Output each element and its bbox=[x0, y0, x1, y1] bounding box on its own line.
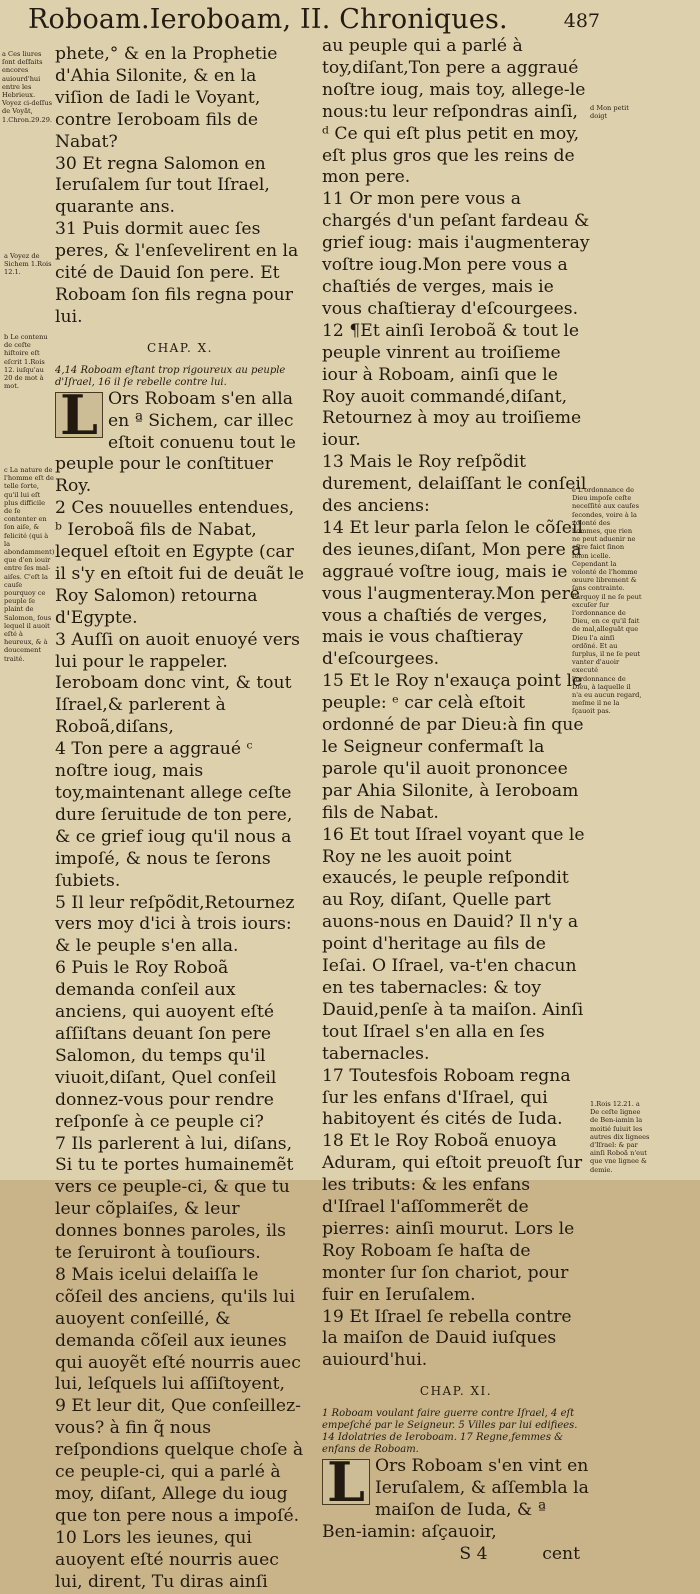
verse-12: 12 ¶Et ainſi Ieroboã & tout le peuple vinrent au troiſieme iour à Roboam, ainſi que le Roy auoit commandé,diſant, Retournez à moy au troiſieme iour. bbox=[322, 320, 582, 451]
verse-19: 19 Et Iſrael ſe rebella contre la maiſon de Dauid iuſques auiourd'hui. bbox=[322, 1306, 572, 1371]
verse-29-continued: phete,° & en la Prophetie d'Ahia Silonite, & en la viſion de Iadi le Voyant, contre Ieroboam fils de Nabat? bbox=[55, 44, 278, 152]
catchword: cent bbox=[542, 1543, 580, 1564]
margin-note-a-ch10: a Voyez de Sichem 1.Rois 12.1. bbox=[4, 252, 52, 277]
verse-7: 7 Ils parlerent à lui, diſans, Si tu te portes humainemẽt vers ce peuple-ci, & que tu leur cõplaiſes, & leur donnes bonnes paroles, ils te ſeruiront à touſiours. bbox=[55, 1133, 294, 1264]
verse-18: 18 Et le Roy Roboã enuoya Aduram, qui eſtoit preuoſt ſur les tributs: & les enfans d'Iſrael l'aſſommerẽt de pierres: ainſi mourut. Lors le Roy Roboam ſe haſta de monter ſur ſon chariot, pour fuir en Ieruſalem. bbox=[322, 1131, 583, 1305]
margin-note-c: c La nature de l'homme eſt de telle ſorte, qu'il lui eſt plus difficile de ſe contenter en ſon aiſe, & felicité (qui à la abondamment) que d'en iouir entre ſes mal-aiſes. C'eſt la cauſe pourquoy ce peuple ſe plaint de Salomon, ſous lequel il auoit eſté à heureux, & à doucement traité. bbox=[4, 466, 55, 663]
verse-4: 4 Ton pere a aggraué ᶜ noſtre ioug, mais toy,maintenant allege ceſte dure ſeruitude de ton pere, & ce grief ioug qu'il nous a impoſé, & nous te ſerons ſubiets. bbox=[55, 739, 293, 891]
verse-5: 5 Il leur reſpõdit,Retournez vers moy d'ici à trois iours: & le peuple s'en alla. bbox=[55, 892, 295, 957]
verse-6: 6 Puis le Roy Roboã demanda conſeil aux anciens, qui auoyent eſté aſſiſtans deuant ſon pere Salomon, du temps qu'il viuoit,diſant, Quel conſeil donnez-vous pour rendre reſponſe à ce peuple ci? bbox=[55, 958, 277, 1132]
verse-31: 31 Puis dormit auec ſes peres, & l'enſevelirent en la cité de Dauid ſon pere. Et Roboam ſon fils regna pour lui. bbox=[55, 219, 299, 327]
verse-10: 10 Lors les ieunes, qui auoyent eſté nourris auec lui, dirent, Tu diras ainſi bbox=[55, 1527, 279, 1592]
chapter-xi-verse-1 bbox=[322, 1450, 590, 1544]
chapter-x-summary: 4,14 Roboam eſtant trop rigoureux au peuple d'Iſrael, 16 il ſe rebelle contre lui. bbox=[55, 364, 286, 388]
chapter-xi-verse-1-text: Ors Roboam s'en vint en Ieruſalem, & aſſembla la maiſon de Iuda, & ª Ben-iamin: aſçauoir, bbox=[322, 1456, 589, 1542]
signature-mark: S 4 bbox=[459, 1543, 488, 1564]
margin-note-b: b Le contenu de ceſte hiſtoire eſt eſcrit 1.Rois 12. iuſqu'au 20 de mot à mot. bbox=[4, 333, 48, 391]
footer-line bbox=[322, 1544, 590, 1566]
right-column bbox=[322, 36, 590, 1566]
verse-9: 9 Et leur dit, Que conſeillez-vous? à fin q̃ nous reſpondions quelque choſe à ce peuple-ci, qui a parlé à moy, diſant, Allege du ioug que ton pere nous a impoſé. bbox=[55, 1396, 304, 1526]
verse-15: 15 Et le Roy n'exauça point le peuple: ᵉ car celà eſtoit ordonné de par Dieu:à fin que le Seigneur confermaſt la parole qu'il auoit prononcee par Ahia Silonite, à Ieroboam fils de Nabat. bbox=[322, 671, 584, 823]
verse-17: 17 Toutesfois Roboam regna ſur les enfans d'Iſrael, qui habitoyent és cités de Iuda. bbox=[322, 1065, 571, 1130]
drop-cap-l: L bbox=[55, 392, 103, 438]
page-number: 487 bbox=[563, 10, 600, 32]
chapter-x-heading: CHAP. X. bbox=[147, 340, 213, 355]
chapter-xi-heading: CHAP. XI. bbox=[419, 1384, 493, 1399]
verse-3: 3 Auſſi on auoit enuoyé vers lui pour le rappeler. Ieroboam donc vint, & tout Iſrael,& parlerent à Roboã,diſans, bbox=[55, 629, 300, 738]
verse-30: 30 Et regna Salomon en Ieruſalem ſur tout Iſrael, quarante ans. bbox=[55, 153, 270, 218]
verse-1 bbox=[55, 382, 305, 499]
page-title: Roboam.Ieroboam, II. Chroniques. bbox=[28, 4, 508, 35]
verse-14: 14 Et leur parla ſelon le cõſeil des ieunes,diſant, Mon pere a aggraué voſtre ioug, mais ie vous l'augmenteray.Mon pere vous a chaſtiés de verges, mais ie vous chaſtieray d'eſcourgees. bbox=[322, 517, 583, 670]
verse-8: 8 Mais icelui delaiſſa le cõſeil des anciens, qu'ils lui auoyent conſeillé, & demanda cõſeil aux ieunes qui auoyẽt eſté nourris auec lui, leſquels lui aſſiſtoyent, bbox=[55, 1264, 301, 1395]
drop-cap-l-chapter-xi: L bbox=[322, 1459, 370, 1505]
chapter-xi-summary: 1 Roboam voulant faire guerre contre Iſrael, 4 eſt empeſché par le Seigneur. 5 Villes par lui edifiees. 14 Idolatries de Ieroboam. 17 Regne,femmes & enfans de Roboam. bbox=[322, 1408, 578, 1456]
margin-note-a-top: a Ces liures ſont deſfaits encores auiourd'hui entre les Hebrieux. Voyez ci-deſſus de Voyãt, 1.Chron.29.29. bbox=[2, 50, 53, 124]
running-header bbox=[28, 4, 600, 38]
verse-16: 16 Et tout Iſrael voyant que le Roy ne les auoit point exaucés, le peuple reſpondit au Roy, diſant, Quelle part auons-nous en Dauid? Il n'y a point d'heritage au fils de Ieſai. O Iſrael, va-t'en chacun en tes tabernacles: & toy Dauid,penſe à ta maiſon. Ainſi tout Iſrael s'en alla en ſes tabernacles. bbox=[322, 824, 585, 1064]
margin-note-ch11: 1.Rois 12.21. a De ceſte lignee de Ben-iamin la moitié ſuiuit les autres dix lignees d'Iſrael: & par ainſi Roboã n'eut que vne lignee & demie. bbox=[590, 1100, 650, 1174]
verse-11: 11 Or mon pere vous a chargés d'un peſant fardeau & grief ioug: mais i'augmenteray voſtre ioug.Mon pere vous a chaſtiés de verges, mais ie vous chaſtieray d'eſcourgees. bbox=[322, 189, 590, 319]
left-column bbox=[55, 44, 305, 1594]
verse-2: 2 Ces nouuelles entendues, ᵇ Ieroboã fils de Nabat, lequel eſtoit en Egypte (car il s'y en eſtoit fui de deuãt le Roy Salomon) retourna d'Egypte. bbox=[55, 498, 305, 628]
margin-note-d: d Mon petit doigt bbox=[590, 104, 629, 121]
verse-10-continued: au peuple qui a parlé à toy,diſant,Ton pere a aggraué noſtre ioug, mais toy, allege-le nous:tu leur reſpondras ainſi, ᵈ Ce qui eſt plus petit en moy, eſt plus gros que les reins de mon pere. bbox=[322, 36, 586, 188]
verse-1-text: Ors Roboam s'en alla en ª Sichem, car illec eſtoit conuenu tout le peuple pour le conſtituer Roy. bbox=[55, 388, 296, 497]
verse-13: 13 Mais le Roy reſpõdit durement, delaiſſant le conſeil des anciens: bbox=[322, 452, 587, 517]
margin-note-e: e L'ordonnance de Dieu impoſe ceſte neceſſité aux cauſes ſecondes, voire à la volonté des hommes, que rien ne peut aduenir ne eſtre faict ſinon ſelon icelle. Cependant la volonté de l'homme œuure librement & ſans contrainte. Parquoy il ne ſe peut excuſer ſur l'ordonnance de Dieu, en ce qu'il fait de mal,alleguãt que Dieu l'a ainſi ordõné. Et au ſurplus, il ne ſe peut vanter d'auoir executé l'ordonnance de Dieu, à laquelle il n'a eu aucun regard, meſme il ne la ſçauoit pas. bbox=[572, 486, 642, 716]
